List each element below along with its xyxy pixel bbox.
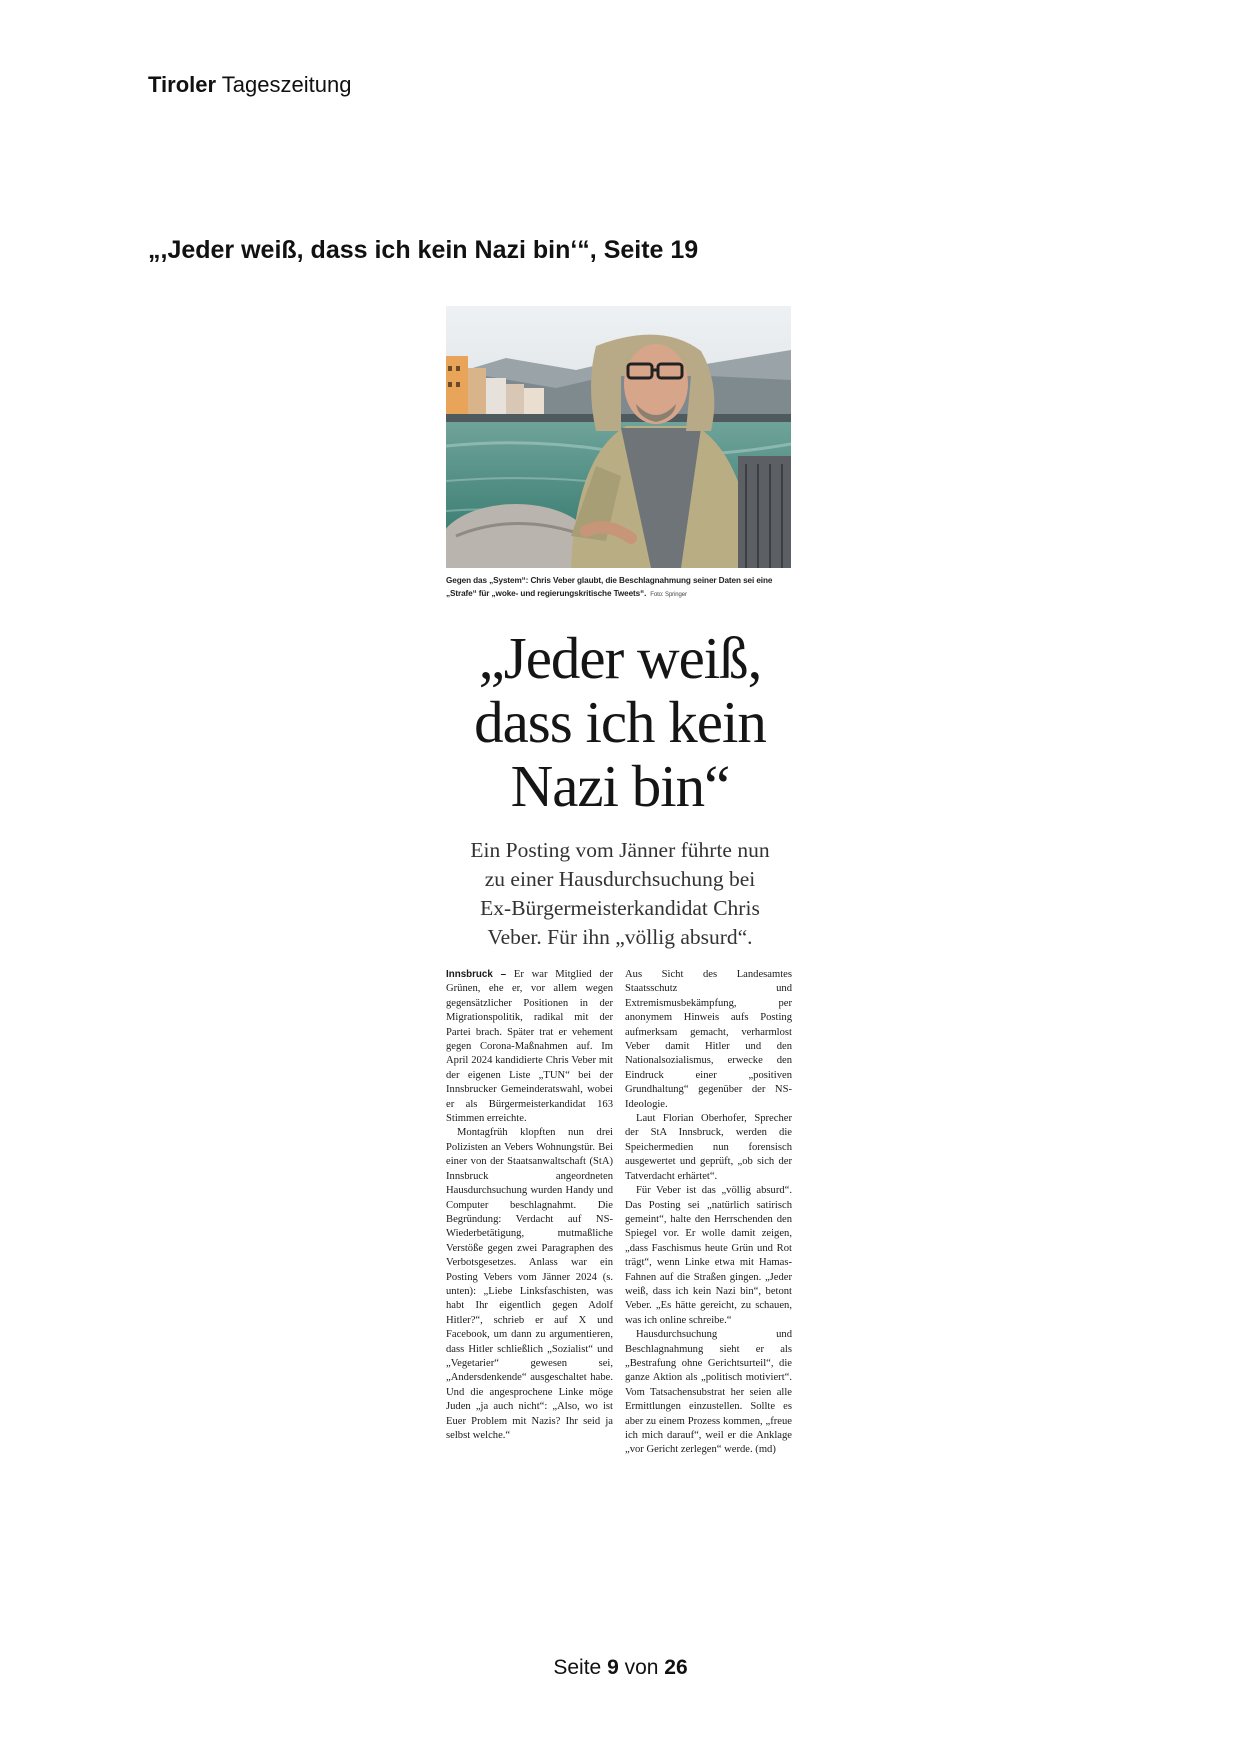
lead-line: Ein Posting vom Jänner führte nun [470, 838, 770, 862]
article-reference-title: „,Jeder weiß, dass ich kein Nazi bin‘“, Seite 19 [148, 236, 699, 264]
body-paragraph: Hausdurchsuchung und Beschlagnahmung sieht er als „Bestrafung ohne Gerichtsurteil“, die ganze Aktion als „politisch motiviert“. Vom Tatsachensubstrat her seien alle Ermittlungen einzustellen. Sollte es aber zu einem Prozess kommen, „freue ich mich darauf“, weil er die Anklage „vor Gericht zerlegen“ werde. (md) [625, 1329, 792, 1456]
body-paragraph: Aus Sicht des Landesamtes Staatsschutz und Extremismusbekämpfung, per anonymem Hinweis aufs Posting aufmerksam gemacht, verharmlost Veber damit Hitler und den Nationalsozialismus, erwecke den Eindruck einer „positiven Grundhaltung“ gegenüber der NS-Ideologie. [625, 969, 792, 1110]
photo-caption [446, 574, 791, 602]
article-column-left [446, 968, 613, 1458]
body-paragraph: Für Veber ist das „völlig absurd“. Das Posting sei „natürlich satirisch gemeint“, halte den Herrschenden den Spiegel vor. Er wolle damit zeigen, „dass Faschismus heute Grün und Rot trägt“, wenn Linke etwa mit Hamas-Fahnen auf die Straßen gingen. „Jeder weiß, dass ich kein Nazi bin“, betont Veber. „Es hätte gereicht, zu schauen, was ich online schreibe.“ [625, 1185, 792, 1326]
body-paragraph: Laut Florian Oberhofer, Sprecher der StA Innsbruck, werden die Speichermedien nun forensisch ausgewertet und geprüft, „ob sich der Tatverdacht erhärtet“. [625, 1113, 792, 1182]
headline-line: dass ich kein [474, 689, 766, 755]
footer-middle: von [618, 1656, 665, 1679]
headline-line: Nazi bin“ [510, 753, 730, 819]
lead-line: zu einer Hausdurchsuchung bei [484, 867, 756, 891]
body-paragraph: Montagfrüh klopften nun drei Polizisten an Vebers Wohnungstür. Bei einer von der Staatsanwaltschaft (StA) Innsbruck angeordneten Hausdurchsuchung wurden Handy und Computer beschlagnahmt. Die Begründung: Verdacht auf NS-Wiederbetätigung, mutmaßliche Verstöße gegen zwei Paragraphen des Verbotsgesetzes. Anlass war ein Posting Vebers vom Jänner 2024 (s. unten): „Liebe Linksfaschisten, was habt Ihr eigentlich gegen Adolf Hitler?“, schrieb er auf X und Facebook, um dann zu argumentieren, dass Hitler schließlich „Sozialist“ und „Vegetarier“ gewesen sei, „Andersdenkende“ ausgeschaltet habe. Und die angesprochene Linke möge Juden „ja auch nicht“: „Also, wo ist Euer Problem mit Nazis? Ihr seid ja selbst welche.“ [446, 1127, 613, 1441]
dateline: Innsbruck – [446, 969, 507, 980]
photo-caption-text: Gegen das „System“: Chris Veber glaubt, die Beschlagnahmung seiner Daten sei eine „Strafe“ für „woke- und regierungskritische Tweets“. [446, 576, 773, 598]
article-photo [446, 306, 791, 568]
body-paragraph-text: Er war Mitglied der Grünen, ehe er, vor allem wegen gegensätzlicher Positionen in der Migrationspolitik, radikal mit der Partei brach. Später trat er vehement gegen Corona-Maßnahmen auf. Im April 2024 kandidierte Chris Veber mit der eigenen Liste „TUN“ bei der Innsbrucker Gemeinderatswahl, wobei er als Bürgermeisterkandidat 163 Stimmen erreichte. [446, 969, 613, 1125]
newspaper-clipping [446, 306, 794, 1458]
page-total: 26 [664, 1656, 688, 1679]
footer-prefix: Seite [553, 1656, 608, 1679]
article-lead [446, 836, 794, 952]
publication-name [148, 72, 351, 98]
body-paragraph [446, 968, 613, 1126]
photo-credit: Foto: Springer [650, 592, 687, 598]
article-body [446, 968, 792, 1458]
publication-name-regular: Tageszeitung [216, 72, 352, 97]
page-number: 9 [607, 1656, 619, 1679]
lead-line: Veber. Für ihn „völlig absurd“. [487, 925, 753, 949]
publication-name-bold: Tiroler [148, 72, 217, 97]
page-footer [0, 1656, 1241, 1680]
headline-line: „Jeder weiß, [478, 625, 762, 691]
article-column-right [625, 968, 792, 1458]
lead-line: Ex-Bürgermeisterkandidat Chris [480, 896, 760, 920]
article-headline [446, 626, 794, 818]
photo-illustration [446, 306, 791, 568]
